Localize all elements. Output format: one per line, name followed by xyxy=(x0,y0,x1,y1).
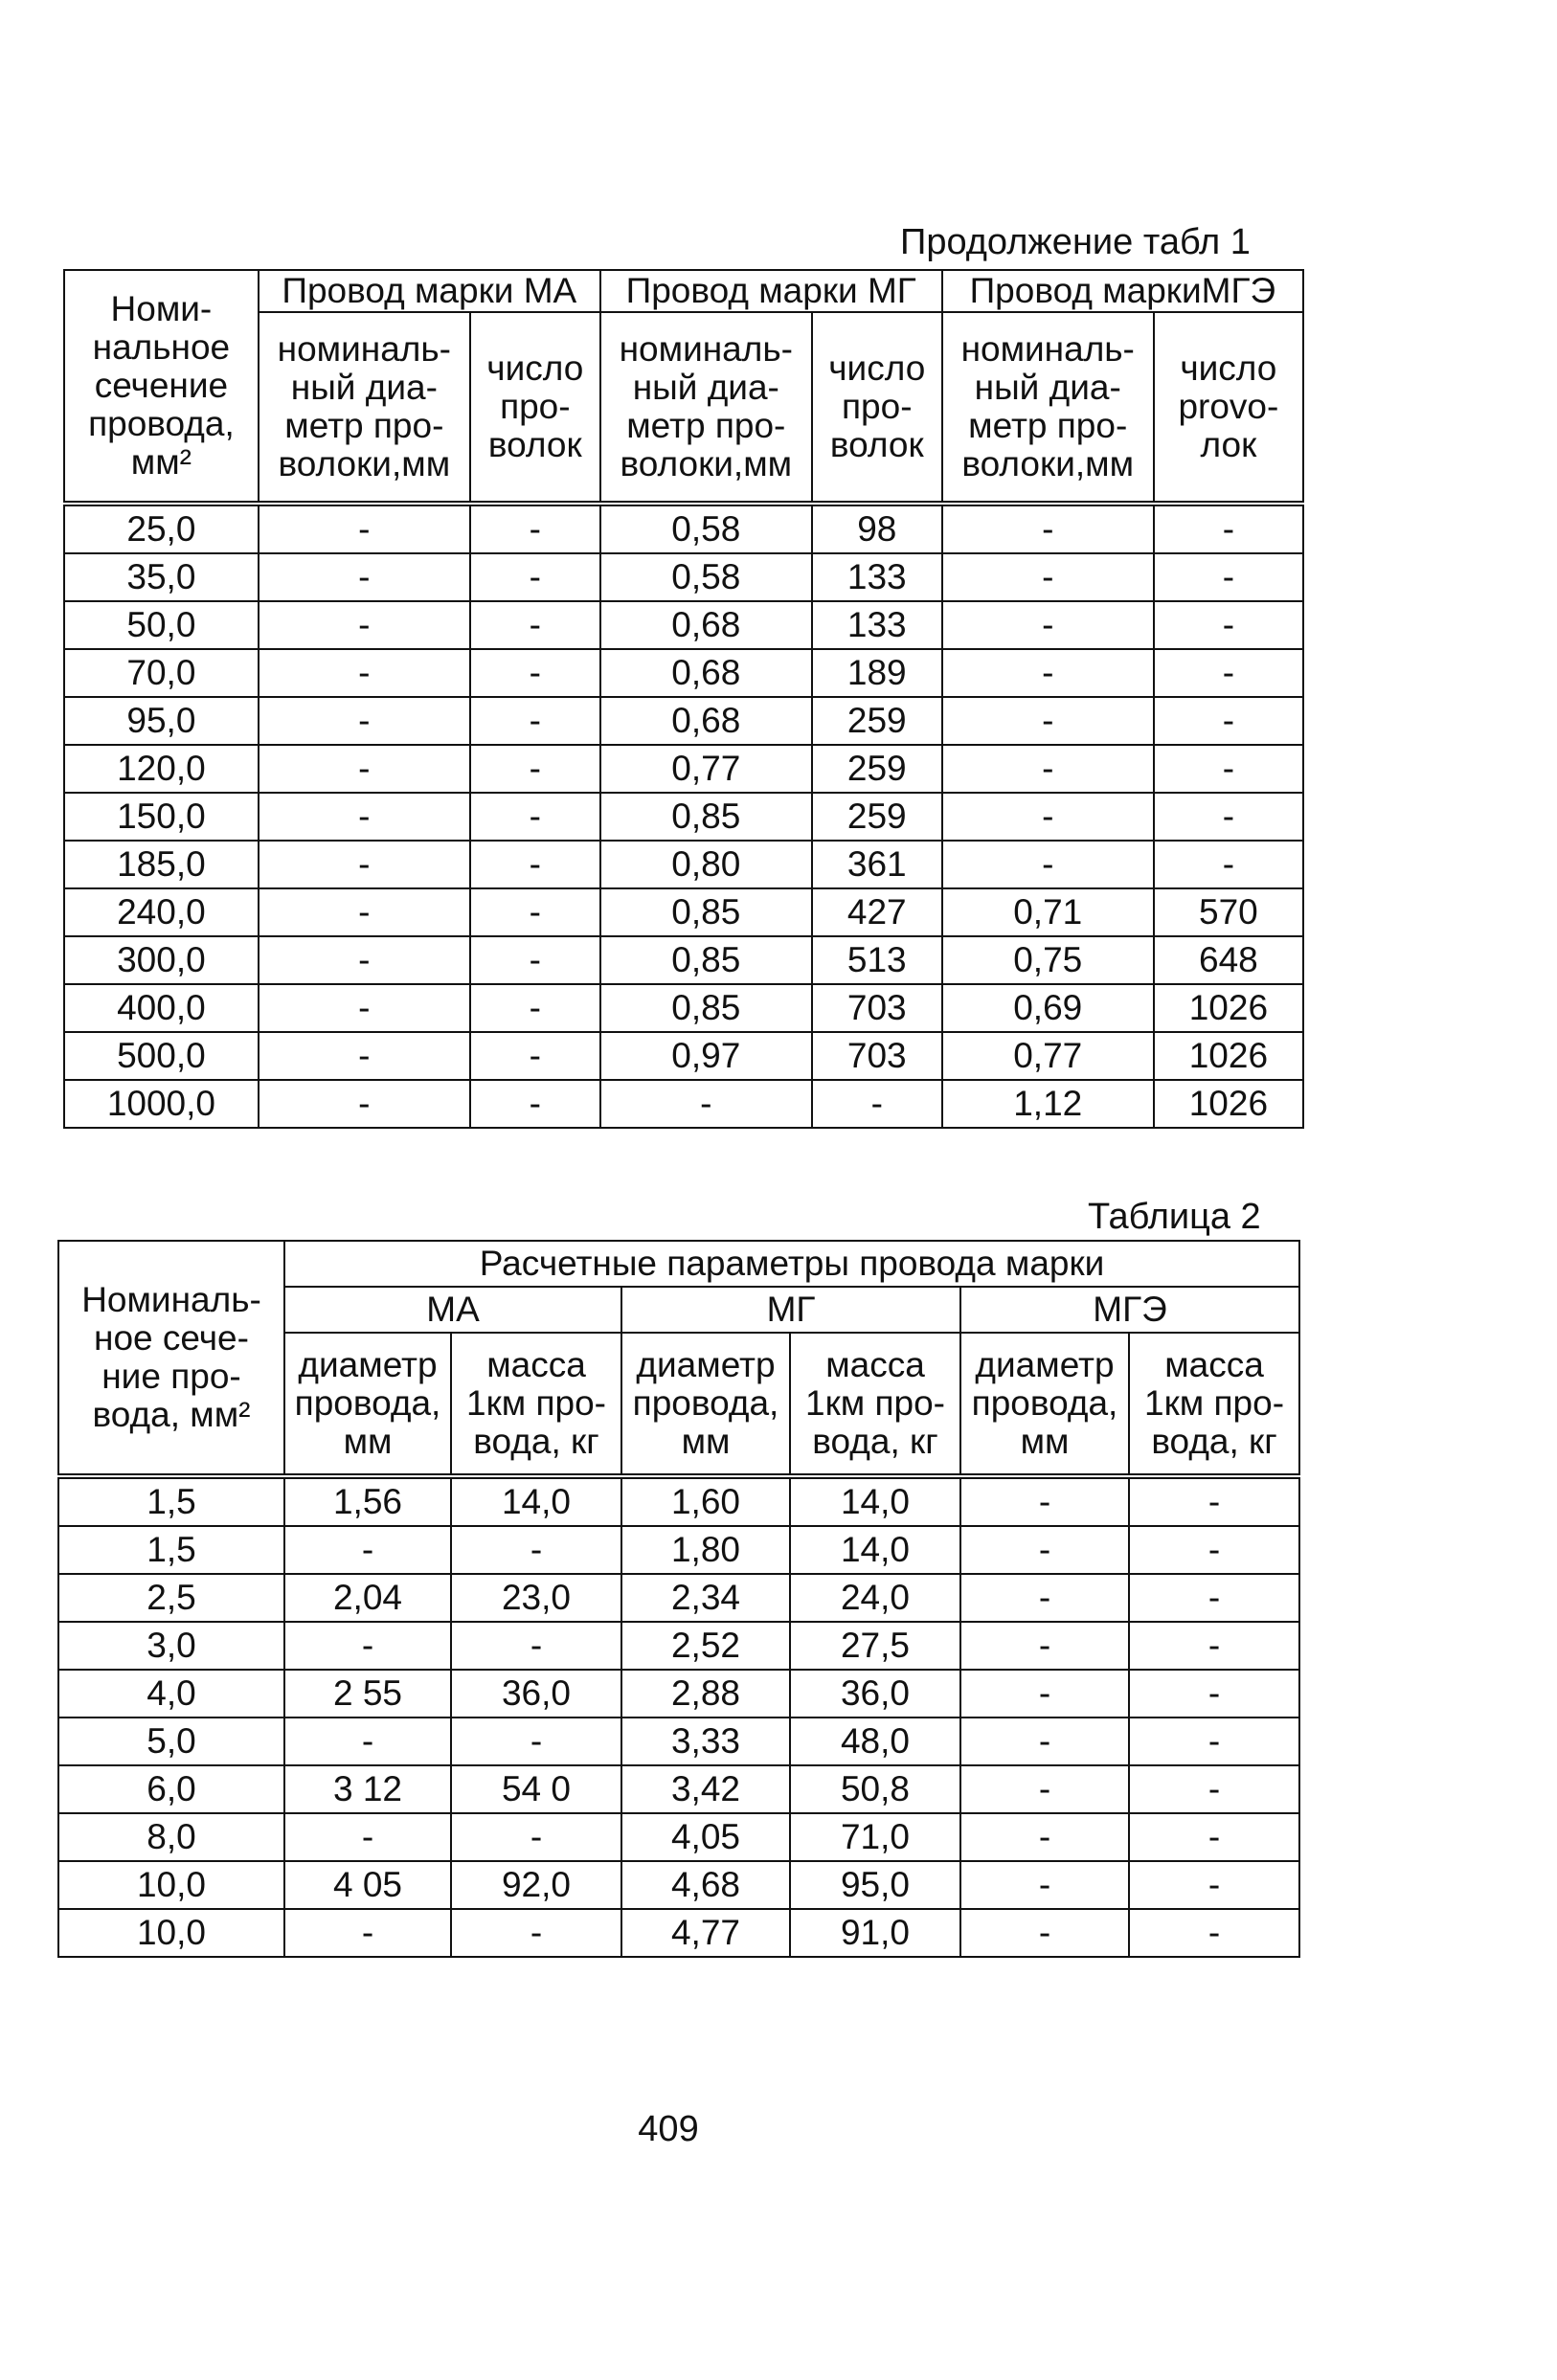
table1-header-ma-diameter: номиналь- ный диа- метр про- волоки,мм xyxy=(259,312,470,504)
table-cell: 8,0 xyxy=(58,1813,284,1861)
table-row xyxy=(64,697,1303,745)
table-row xyxy=(64,553,1303,601)
table-cell: - xyxy=(1129,1813,1299,1861)
table-cell: 35,0 xyxy=(64,553,259,601)
table-cell: 0,85 xyxy=(600,888,812,936)
table-row xyxy=(64,936,1303,984)
table-cell: - xyxy=(259,936,470,984)
table-cell: 648 xyxy=(1154,936,1303,984)
table1-header-group-ma: Провод марки МА xyxy=(259,270,600,312)
table-cell: 0,69 xyxy=(942,984,1154,1032)
table-cell: - xyxy=(284,1813,451,1861)
table-cell: - xyxy=(451,1622,621,1670)
table-cell: 133 xyxy=(812,601,942,649)
table-cell: - xyxy=(259,888,470,936)
page-number: 409 xyxy=(638,2109,699,2149)
table1-header-cross-section: Номи- нальное сечение провода, мм² xyxy=(64,270,259,504)
table-cell: - xyxy=(470,793,600,841)
table-cell: - xyxy=(284,1526,451,1574)
table-cell: 23,0 xyxy=(451,1574,621,1622)
table-cell: - xyxy=(1129,1861,1299,1909)
table-row xyxy=(64,888,1303,936)
table-cell: - xyxy=(1154,601,1303,649)
table-cell: 1,56 xyxy=(284,1476,451,1526)
table-cell: 400,0 xyxy=(64,984,259,1032)
table-cell: - xyxy=(960,1718,1129,1765)
table-cell: 14,0 xyxy=(451,1476,621,1526)
table-cell: 0,75 xyxy=(942,936,1154,984)
table2-header-group-mg: МГ xyxy=(621,1287,960,1333)
table-cell: - xyxy=(960,1526,1129,1574)
table-cell: - xyxy=(470,841,600,888)
table-cell: - xyxy=(284,1622,451,1670)
table-cell: 427 xyxy=(812,888,942,936)
table-cell: - xyxy=(259,601,470,649)
table-cell: 1,60 xyxy=(621,1476,790,1526)
table-cell: - xyxy=(470,504,600,553)
table2-header-ma-diameter: диаметр провода, мм xyxy=(284,1333,451,1476)
table-cell: 3,42 xyxy=(621,1765,790,1813)
table-cell: 2,5 xyxy=(58,1574,284,1622)
table-cell: - xyxy=(1154,649,1303,697)
table-cell: - xyxy=(942,841,1154,888)
table-cell: - xyxy=(1129,1622,1299,1670)
table-cell: 2,52 xyxy=(621,1622,790,1670)
table-row xyxy=(58,1909,1299,1957)
table-cell: - xyxy=(1154,841,1303,888)
table-cell: - xyxy=(451,1526,621,1574)
table-cell: 50,8 xyxy=(790,1765,960,1813)
table-cell: 240,0 xyxy=(64,888,259,936)
table-row xyxy=(58,1526,1299,1574)
table-cell: 133 xyxy=(812,553,942,601)
table1-body xyxy=(64,504,1303,1128)
table-cell: 4,77 xyxy=(621,1909,790,1957)
table-cell: - xyxy=(1129,1718,1299,1765)
table-cell: - xyxy=(1154,504,1303,553)
table1-header-mg-diameter: номиналь- ный диа- метр про- волоки,мм xyxy=(600,312,812,504)
table-cell: 1,80 xyxy=(621,1526,790,1574)
table-cell: 0,77 xyxy=(942,1032,1154,1080)
table2-calculated-parameters xyxy=(57,1240,1300,1958)
table-cell: - xyxy=(1154,697,1303,745)
table-cell: - xyxy=(942,601,1154,649)
table-cell: 4 05 xyxy=(284,1861,451,1909)
table-cell: 0,77 xyxy=(600,745,812,793)
table-cell: 703 xyxy=(812,1032,942,1080)
table-cell: - xyxy=(960,1861,1129,1909)
table-row xyxy=(58,1622,1299,1670)
table-cell: - xyxy=(470,936,600,984)
table-cell: 0,71 xyxy=(942,888,1154,936)
table2-header-group-mge: МГЭ xyxy=(960,1287,1299,1333)
table-cell: 4,0 xyxy=(58,1670,284,1718)
table-cell: 36,0 xyxy=(790,1670,960,1718)
table1-header-mg-count: число про- волок xyxy=(812,312,942,504)
table-cell: - xyxy=(284,1909,451,1957)
table-cell: - xyxy=(600,1080,812,1128)
table-cell: - xyxy=(259,1080,470,1128)
table-cell: 25,0 xyxy=(64,504,259,553)
table-cell: 27,5 xyxy=(790,1622,960,1670)
table-cell: 1026 xyxy=(1154,984,1303,1032)
table1-header-group-mge: Провод маркиМГЭ xyxy=(942,270,1303,312)
table-cell: 150,0 xyxy=(64,793,259,841)
table-cell: 54 0 xyxy=(451,1765,621,1813)
table-cell: 14,0 xyxy=(790,1526,960,1574)
table-cell: - xyxy=(1154,745,1303,793)
table-cell: 513 xyxy=(812,936,942,984)
table-cell: - xyxy=(1129,1765,1299,1813)
table-cell: - xyxy=(284,1718,451,1765)
table-row xyxy=(58,1670,1299,1718)
table-cell: 0,85 xyxy=(600,793,812,841)
table-cell: - xyxy=(470,1032,600,1080)
table-cell: - xyxy=(960,1909,1129,1957)
table-cell: - xyxy=(259,745,470,793)
table-cell: 0,58 xyxy=(600,553,812,601)
table2-body xyxy=(58,1476,1299,1957)
table-cell: 10,0 xyxy=(58,1861,284,1909)
table-cell: 0,80 xyxy=(600,841,812,888)
table-cell: 0,58 xyxy=(600,504,812,553)
table-cell: 570 xyxy=(1154,888,1303,936)
table-cell: - xyxy=(1154,793,1303,841)
table-cell: 95,0 xyxy=(64,697,259,745)
table-cell: 2 55 xyxy=(284,1670,451,1718)
table1-wire-count xyxy=(63,269,1304,1129)
table2-header-mg-mass: масса 1км про- вода, кг xyxy=(790,1333,960,1476)
table1-header-group-mg: Провод марки МГ xyxy=(600,270,942,312)
table-cell: 70,0 xyxy=(64,649,259,697)
table-cell: - xyxy=(960,1574,1129,1622)
table-cell: - xyxy=(470,745,600,793)
table-cell: - xyxy=(470,649,600,697)
table-row xyxy=(58,1718,1299,1765)
table1-caption: Продолжение табл 1 xyxy=(900,222,1251,262)
table-cell: 1,5 xyxy=(58,1476,284,1526)
table-cell: - xyxy=(470,553,600,601)
table-cell: 0,85 xyxy=(600,936,812,984)
table-cell: - xyxy=(451,1909,621,1957)
table-cell: - xyxy=(259,1032,470,1080)
table-cell: 3,33 xyxy=(621,1718,790,1765)
table-cell: - xyxy=(1129,1476,1299,1526)
table-row xyxy=(58,1476,1299,1526)
table-cell: 6,0 xyxy=(58,1765,284,1813)
table-row xyxy=(58,1861,1299,1909)
table-cell: 4,68 xyxy=(621,1861,790,1909)
table2-header-group-ma: МА xyxy=(284,1287,621,1333)
table-cell: 2,88 xyxy=(621,1670,790,1718)
table-row xyxy=(64,1080,1303,1128)
table-row xyxy=(58,1574,1299,1622)
table2-header-cross-section: Номиналь- ное сече- ние про- вода, мм² xyxy=(58,1241,284,1476)
table-cell: - xyxy=(451,1718,621,1765)
table-cell: 500,0 xyxy=(64,1032,259,1080)
table-cell: - xyxy=(942,504,1154,553)
table-cell: - xyxy=(1154,553,1303,601)
table-cell: - xyxy=(259,553,470,601)
table1-header-mge-diameter: номиналь- ный диа- метр про- волоки,мм xyxy=(942,312,1154,504)
table-cell: 0,68 xyxy=(600,697,812,745)
table-cell: 300,0 xyxy=(64,936,259,984)
table-cell: - xyxy=(470,601,600,649)
table-cell: - xyxy=(1129,1574,1299,1622)
table-row xyxy=(58,1813,1299,1861)
table-cell: - xyxy=(1129,1909,1299,1957)
table-cell: 361 xyxy=(812,841,942,888)
table-cell: - xyxy=(942,553,1154,601)
table-cell: 1,5 xyxy=(58,1526,284,1574)
table-cell: 3 12 xyxy=(284,1765,451,1813)
table-cell: 36,0 xyxy=(451,1670,621,1718)
table-row xyxy=(64,793,1303,841)
table2-header-mge-mass: масса 1км про- вода, кг xyxy=(1129,1333,1299,1476)
table-row xyxy=(58,1765,1299,1813)
table-cell: 10,0 xyxy=(58,1909,284,1957)
table-cell: 0,97 xyxy=(600,1032,812,1080)
table-cell: 120,0 xyxy=(64,745,259,793)
table-cell: 3,0 xyxy=(58,1622,284,1670)
table-cell: 0,85 xyxy=(600,984,812,1032)
table2-header-ma-mass: масса 1км про- вода, кг xyxy=(451,1333,621,1476)
table-row xyxy=(64,649,1303,697)
table-cell: 189 xyxy=(812,649,942,697)
table-cell: - xyxy=(259,793,470,841)
table-row xyxy=(64,601,1303,649)
table-cell: - xyxy=(259,984,470,1032)
table-cell: - xyxy=(942,649,1154,697)
table-row xyxy=(64,745,1303,793)
table-cell: 0,68 xyxy=(600,601,812,649)
table-cell: 24,0 xyxy=(790,1574,960,1622)
table-cell: - xyxy=(259,504,470,553)
table-cell: 48,0 xyxy=(790,1718,960,1765)
table-cell: 1000,0 xyxy=(64,1080,259,1128)
table-cell: - xyxy=(960,1670,1129,1718)
table-cell: - xyxy=(259,841,470,888)
table1-header-ma-count: число про- волок xyxy=(470,312,600,504)
table-cell: 259 xyxy=(812,697,942,745)
table-cell: 1,12 xyxy=(942,1080,1154,1128)
table-cell: 14,0 xyxy=(790,1476,960,1526)
table-cell: 1026 xyxy=(1154,1080,1303,1128)
table2-caption: Таблица 2 xyxy=(1088,1197,1261,1237)
table-cell: 95,0 xyxy=(790,1861,960,1909)
table-cell: 5,0 xyxy=(58,1718,284,1765)
table-cell: - xyxy=(1129,1526,1299,1574)
table-cell: 92,0 xyxy=(451,1861,621,1909)
table-cell: - xyxy=(470,697,600,745)
table-cell: - xyxy=(960,1622,1129,1670)
table-cell: 2,34 xyxy=(621,1574,790,1622)
table-cell: - xyxy=(451,1813,621,1861)
table-cell: 71,0 xyxy=(790,1813,960,1861)
table-cell: - xyxy=(942,793,1154,841)
table2-header-mge-diameter: диаметр провода, мм xyxy=(960,1333,1129,1476)
table-row xyxy=(64,504,1303,553)
table-row xyxy=(64,984,1303,1032)
table-cell: - xyxy=(470,888,600,936)
table-cell: - xyxy=(1129,1670,1299,1718)
table-row xyxy=(64,1032,1303,1080)
table-cell: 2,04 xyxy=(284,1574,451,1622)
table-cell: 259 xyxy=(812,745,942,793)
table-cell: 259 xyxy=(812,793,942,841)
table-cell: - xyxy=(960,1813,1129,1861)
table-cell: - xyxy=(470,984,600,1032)
table2-header-title: Расчетные параметры провода марки xyxy=(284,1241,1299,1287)
table-cell: 703 xyxy=(812,984,942,1032)
table-cell: 91,0 xyxy=(790,1909,960,1957)
table-cell: - xyxy=(812,1080,942,1128)
table-cell: 1026 xyxy=(1154,1032,1303,1080)
table-cell: 0,68 xyxy=(600,649,812,697)
table-cell: - xyxy=(942,745,1154,793)
table-cell: - xyxy=(470,1080,600,1128)
table-cell: 185,0 xyxy=(64,841,259,888)
table-cell: - xyxy=(960,1476,1129,1526)
table-cell: - xyxy=(960,1765,1129,1813)
table-cell: 50,0 xyxy=(64,601,259,649)
table-cell: - xyxy=(259,649,470,697)
table2-header-mg-diameter: диаметр провода, мм xyxy=(621,1333,790,1476)
table-cell: 98 xyxy=(812,504,942,553)
table-cell: - xyxy=(942,697,1154,745)
table-row xyxy=(64,841,1303,888)
table1-header-mge-count: число provo- лок xyxy=(1154,312,1303,504)
table-cell: - xyxy=(259,697,470,745)
table-cell: 4,05 xyxy=(621,1813,790,1861)
